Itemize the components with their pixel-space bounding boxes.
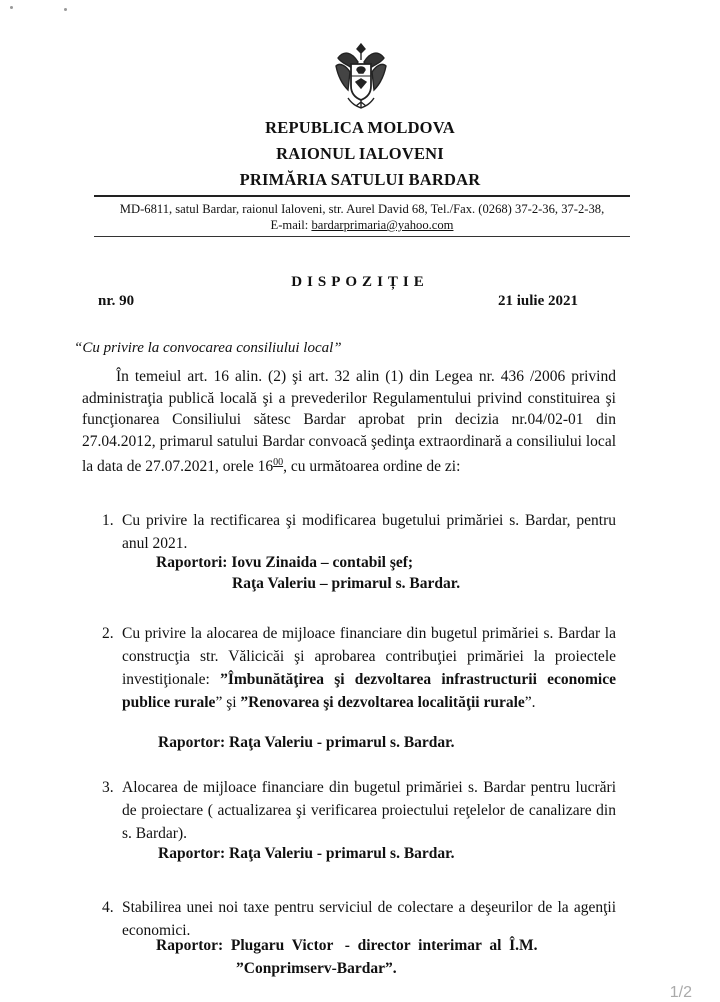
country-heading: REPUBLICA MOLDOVA: [265, 118, 455, 137]
agenda-item-4: [102, 896, 616, 942]
agenda-text: Alocarea de mijloace financiare din bugetul primăriei s. Bardar pentru lucrări de proiectare ( actualizarea şi verificarea proiectului reţelelor de canalizare din s. Bardar).: [122, 779, 616, 842]
district-heading: RAIONUL IALOVENI: [276, 144, 444, 163]
header-divider-top: [94, 195, 630, 197]
intro-text: În temeiul art. 16 alin. (2) şi art. 32 alin (1) din Legea nr. 436 /2006 privind administraţia publică locală şi a prevederilor Regulamentului privind constituirea şi funcţionarea Consiliului sătesc Bardar aprobat prin decizia nr.04/02-01 din 27.04.2012, primarul satului Bardar convoacă şedinţa extraordinară a consiliului local la data de 27.07.2021, orele 16: [82, 368, 616, 475]
agenda-text: [122, 622, 616, 714]
agenda-number: 1.: [102, 512, 114, 529]
scan-speck: [64, 8, 67, 11]
email-label: E-mail:: [270, 218, 312, 232]
header-divider-bottom: [94, 236, 630, 237]
address-block: [94, 201, 630, 233]
agenda-number: 3.: [102, 779, 114, 796]
rapporteur-line: Raportori: Iovu Zinaida – contabil şef;: [156, 554, 414, 571]
document-number: nr. 90: [98, 293, 135, 309]
email-line: [94, 217, 630, 233]
rapporteur-line: Raportor: Raţa Valeriu - primarul s. Bardar.: [158, 734, 455, 751]
agenda-text: Stabilirea unei noi taxe pentru serviciul de colectare a deşeurilor de la agenţii economici.: [122, 899, 616, 939]
agenda-item-3: [102, 776, 616, 845]
document-date: 21 iulie 2021: [498, 293, 579, 309]
agenda-text: Cu privire la rectificarea şi modificarea bugetului primăriei s. Bardar, pentru anul 2021.: [122, 512, 616, 552]
agenda-item-2: [102, 622, 616, 714]
agenda-number: 2.: [102, 625, 114, 642]
rapporteur-line: ”Conprimserv-Bardar”.: [236, 960, 397, 977]
rapporteur-line: Raportor: Plugaru Victor - director interimar al Î.M.: [156, 937, 538, 954]
document-type: DISPOZIȚIE: [291, 274, 429, 290]
rapporteur-line: Raţa Valeriu – primarul s. Bardar.: [232, 575, 461, 592]
page-number: 1/2: [669, 984, 692, 1001]
agenda-text-part: ” şi: [215, 694, 241, 711]
agenda-text-part: ”.: [524, 694, 536, 711]
intro-paragraph: [82, 366, 616, 478]
institution-heading: PRIMĂRIA SATULUI BARDAR: [239, 170, 481, 189]
hour-superscript: 00: [273, 457, 284, 468]
project-title-2: ”Renovarea şi dezvoltarea localităţii rurale: [240, 694, 525, 711]
agenda-number: 4.: [102, 899, 114, 916]
address-line: MD-6811, satul Bardar, raionul Ialoveni, str. Aurel David 68, Tel./Fax. (0268) 37-2-36, 37-2-38,: [119, 202, 605, 216]
rapporteur-line: Raportor: Raţa Valeriu - primarul s. Bardar.: [158, 845, 455, 862]
agenda-item-1: [102, 509, 616, 555]
agenda-text-part: Cu privire la alocarea de mijloace financiare din bugetul primăriei s. Bardar la construcţia str. Vălicicăi şi aprobarea contribuţiei primăriei la proiectele investiţionale:: [122, 625, 616, 688]
intro-tail: , cu următoarea ordine de zi:: [283, 458, 461, 475]
document-subject: “Cu privire la convocarea consiliului local”: [74, 340, 342, 356]
coat-of-arms-icon: [330, 40, 392, 112]
project-title-1: ”Îmbunătăţirea şi dezvoltarea infrastructurii economice publice rurale: [122, 671, 616, 711]
email-link[interactable]: bardarprimaria@yahoo.com: [311, 218, 454, 232]
scan-speck: [10, 6, 13, 9]
